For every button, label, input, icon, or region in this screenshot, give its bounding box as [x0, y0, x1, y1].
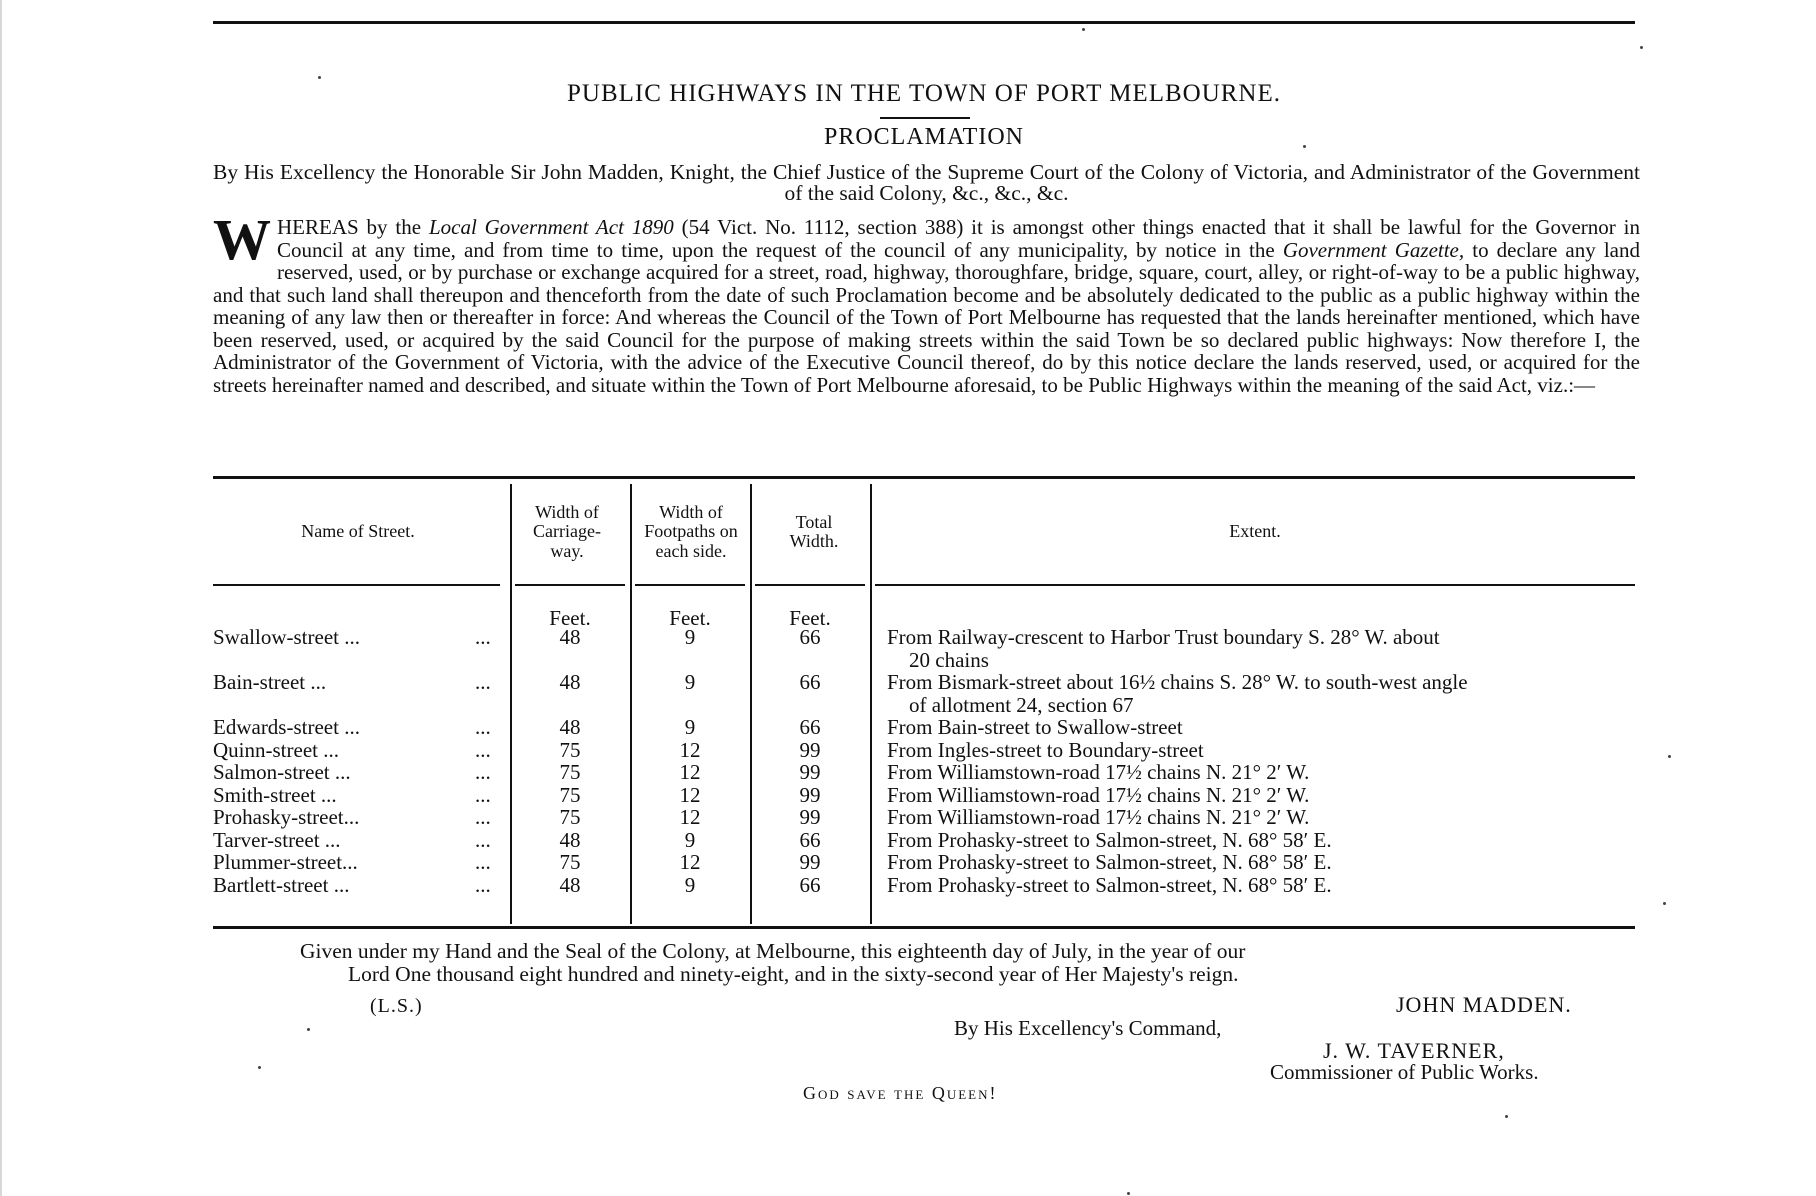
street-name: Edwards-street ...: [213, 715, 360, 739]
footpaths-width: 9: [684, 827, 696, 852]
title-underline: [880, 117, 970, 119]
scan-speck: [1640, 46, 1643, 49]
proclamation-heading: PROCLAMATION: [823, 124, 1024, 150]
given-line-2: Lord One thousand eight hundred and ninety-eight, and in the sixty-second year of Her Majesty's reign.: [348, 961, 1239, 986]
extent: [887, 784, 1640, 807]
header-underline: [875, 584, 1635, 586]
extent-text: From Williamstown-road 17½ chains N. 21° 2′ W.: [887, 782, 1310, 807]
carriage-width: 48: [559, 715, 581, 739]
dot-leader: ...: [475, 760, 491, 784]
scan-speck: [307, 1028, 310, 1031]
signer-name: JOHN MADDEN.: [1396, 992, 1572, 1017]
street-name: Smith-street ...: [213, 782, 337, 807]
total-width: 66: [799, 625, 821, 649]
carriage-width: 48: [559, 670, 581, 694]
carriage-width: 75: [559, 805, 581, 829]
seal-mark: (L.S.): [370, 995, 423, 1017]
extent-text: From Prohasky-street to Salmon-street, N. 68° 58′ E.: [887, 827, 1332, 852]
extent: [887, 874, 1640, 897]
extent: [887, 671, 1640, 716]
footpaths-width: 12: [679, 805, 701, 829]
top-rule: [213, 21, 1635, 24]
dot-leader: ...: [475, 805, 491, 829]
preamble-paragraph: [213, 207, 1640, 397]
scan-speck: [258, 1066, 261, 1069]
header-underline: [213, 584, 500, 586]
extent-continuation: of allotment 24, section 67: [909, 692, 1134, 717]
extent: [887, 626, 1640, 671]
dot-leader: ...: [475, 670, 491, 694]
dot-leader: ...: [475, 737, 491, 762]
scan-speck: [1663, 902, 1666, 905]
extent-text: From Ingles-street to Boundary-street: [887, 737, 1204, 762]
street-name: Prohasky-street...: [213, 805, 360, 829]
dot-leader: ...: [475, 782, 491, 807]
extent: [887, 716, 1640, 739]
extent-text: From Williamstown-road 17½ chains N. 21° 2′ W.: [887, 805, 1310, 829]
extent: [887, 806, 1640, 829]
scan-speck: [1082, 28, 1085, 31]
carriage-width: 75: [559, 782, 581, 807]
extent: [887, 829, 1640, 852]
preamble-part-2: (54 Vict. No. 1112, section 388) it is amongst other things enacted that it shall be lawful for the Governor in Council at any time, and from time to time, upon the request of the council of any municipality, by notice in the: [277, 215, 1640, 262]
total-width: 99: [799, 737, 821, 762]
street-name: Plummer-street...: [213, 850, 358, 874]
footpaths-width: 9: [684, 715, 696, 739]
extent: [887, 761, 1640, 784]
total-width: 99: [799, 805, 821, 829]
header-extent: Extent.: [1229, 521, 1281, 542]
dot-leader: ...: [475, 827, 491, 852]
footpaths-width: 9: [684, 670, 696, 694]
given-line-1: Given under my Hand and the Seal of the Colony, at Melbourne, this eighteenth day of July, in the year of our: [300, 939, 1246, 963]
carriage-width: 48: [559, 872, 581, 897]
dot-leader: ...: [475, 625, 491, 649]
street-name: Bartlett-street ...: [213, 872, 350, 897]
extent-text: From Prohasky-street to Salmon-street, N. 68° 58′ E.: [887, 872, 1332, 897]
dot-leader: ...: [475, 715, 491, 739]
table-bottom-rule: [213, 926, 1635, 929]
street-name: Bain-street ...: [213, 670, 327, 694]
gazette-name: Government Gazette,: [1282, 237, 1465, 262]
extent-text: From Bismark-street about 16½ chains S. 28° W. to south-west angle: [887, 670, 1468, 694]
extent: [887, 739, 1640, 762]
footpaths-width: 12: [679, 782, 701, 807]
minister-name: J. W. TAVERNER,: [1323, 1038, 1505, 1063]
total-width: 66: [799, 670, 821, 694]
dropcap: W: [213, 207, 271, 272]
act-name: Local Government Act 1890: [428, 215, 674, 239]
carriage-width: 48: [559, 625, 581, 649]
total-width: 99: [799, 850, 821, 874]
closing-line: God save the Queen!: [803, 1083, 998, 1103]
dot-leader: ...: [475, 850, 491, 874]
header-underline: [515, 584, 625, 586]
unit-carriage: Feet.: [549, 606, 591, 630]
footpaths-width: 12: [679, 760, 701, 784]
extent-text: From Bain-street to Swallow-street: [887, 715, 1183, 739]
given-clause: [300, 940, 1640, 985]
scan-speck: [1127, 1192, 1130, 1195]
carriage-width: 75: [559, 760, 581, 784]
footpaths-width: 9: [684, 872, 696, 897]
preamble-part-3: to declare any land reserved, used, or by purchase or exchange acquired for a street, road, highway, thoroughfare, bridge, square, court, alley, or right-of-way to be a public highway, and that such land shall thereupon and thenceforth from the date of such Proclamation become and be absolutely dedicated to the public as a public highway within the meaning of any law then or thereafter in force: And whereas the Council of the Town of Port Melbourne has requested that the lands hereinafter mentioned, which have been reserved, used, or acquired by the said Council for the purpose of making streets within the said Town be so declared public highways: Now therefore I, the Administrator of the Government of Victoria, with the advice of the Executive Council thereof, do by this notice declare the lands reserved, used, or acquired for the streets hereinafter named and described, and situate within the Town of Port Melbourne aforesaid, to be Public Highways within the meaning of the said Act, viz.:—: [213, 237, 1640, 397]
street-name: Tarver-street ...: [213, 827, 341, 852]
scan-speck: [1303, 145, 1306, 148]
total-width: 99: [799, 782, 821, 807]
scan-speck: [318, 76, 321, 79]
footpaths-width: 9: [684, 625, 696, 649]
carriage-width: 75: [559, 850, 581, 874]
minister-title: Commissioner of Public Works.: [1270, 1060, 1539, 1084]
header-name: Name of Street.: [301, 521, 415, 542]
header-underline: [755, 584, 865, 586]
total-width: 99: [799, 760, 821, 784]
page-title: PUBLIC HIGHWAYS IN THE TOWN OF PORT MELBOURNE.: [567, 80, 1281, 107]
scan-speck: [1668, 755, 1671, 758]
extent: [887, 851, 1640, 874]
extent-text: From Prohasky-street to Salmon-street, N. 68° 58′ E.: [887, 850, 1332, 874]
extent-text: From Williamstown-road 17½ chains N. 21° 2′ W.: [887, 760, 1310, 784]
total-width: 66: [799, 827, 821, 852]
dot-leader: ...: [475, 872, 491, 897]
unit-total: Feet.: [789, 606, 831, 630]
carriage-width: 48: [559, 827, 581, 852]
streets-table: [213, 476, 1635, 926]
footpaths-width: 12: [679, 737, 701, 762]
street-name: Swallow-street ...: [213, 625, 360, 649]
command-line: By His Excellency's Command,: [954, 1016, 1222, 1040]
total-width: 66: [799, 872, 821, 897]
unit-footpaths: Feet.: [669, 606, 711, 630]
extent-continuation: 20 chains: [909, 647, 989, 672]
table-top-rule: [213, 476, 1635, 479]
page-edge: [0, 0, 2, 1196]
header-underline: [635, 584, 745, 586]
column-divider: [870, 484, 872, 924]
street-name: Salmon-street ...: [213, 760, 351, 784]
extent-text: From Railway-crescent to Harbor Trust boundary S. 28° W. about: [887, 625, 1440, 649]
header-total: Total Width.: [789, 511, 839, 551]
street-name: Quinn-street ...: [213, 737, 339, 762]
total-width: 66: [799, 715, 821, 739]
carriage-width: 75: [559, 737, 581, 762]
byline: By His Excellency the Honorable Sir John Madden, Knight, the Chief Justice of the Supreme Court of the Colony of Victoria, and Administrator of the Government of the said Colony, &c., &c., &c.: [213, 160, 1640, 205]
preamble-part-1: HEREAS by the: [277, 215, 429, 239]
header-carriage: Width of Carriage-way.: [533, 501, 601, 561]
header-footpaths: Width of Footpaths on each side.: [644, 501, 738, 561]
scan-speck: [1505, 1115, 1508, 1118]
footpaths-width: 12: [679, 850, 701, 874]
